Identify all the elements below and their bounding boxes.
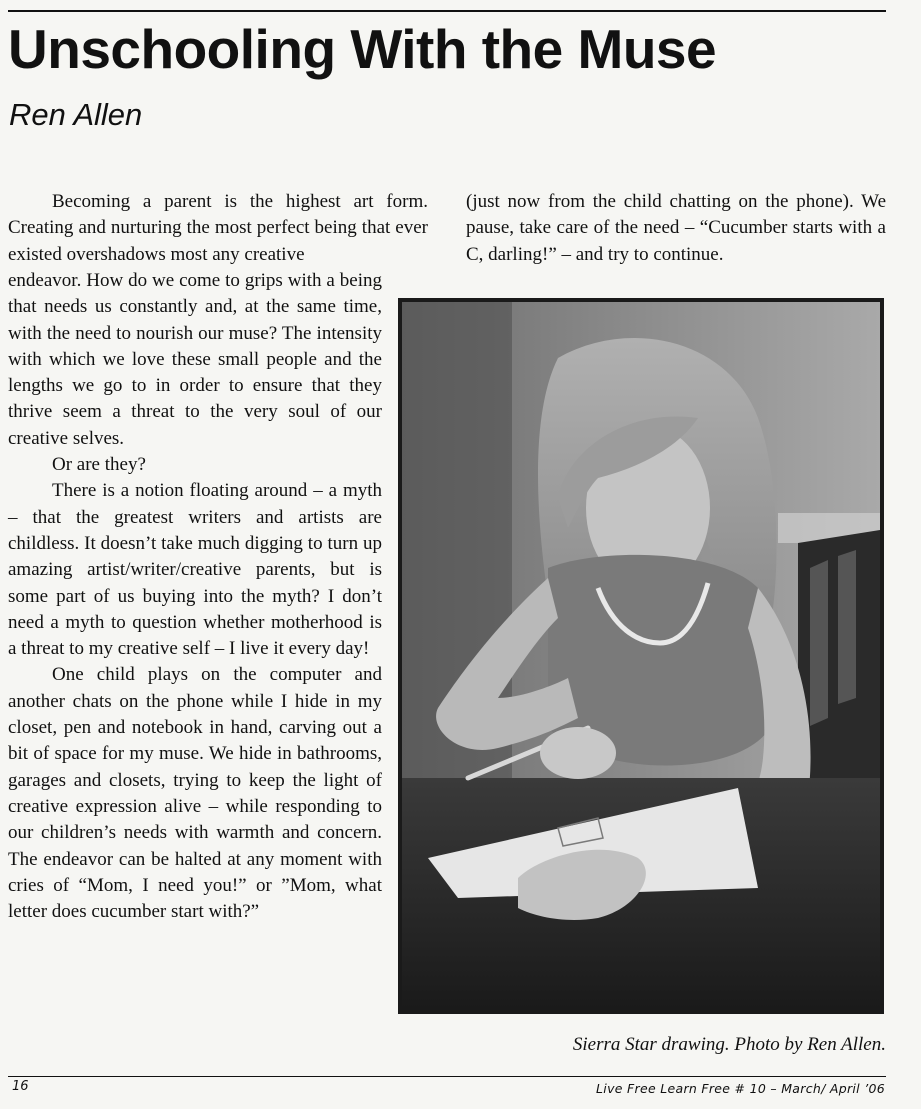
article-author: Ren Allen xyxy=(9,97,143,132)
photo-caption: Sierra Star drawing. Photo by Ren Allen. xyxy=(572,1034,886,1055)
left-column-bottom-text xyxy=(8,268,382,925)
article-title: Unschooling With the Muse xyxy=(8,18,717,80)
bottom-rule xyxy=(8,1076,886,1077)
paragraph: Becoming a parent is the highest art form. Creating and nurturing the most perfect being that ever existed overshadows most any creative xyxy=(8,191,428,265)
article-photo xyxy=(398,298,884,1014)
right-column-top-text xyxy=(466,189,886,268)
page-number: 16 xyxy=(12,1079,29,1094)
paragraph: There is a notion floating around – a myth – that the greatest writers and artists are childless. It doesn’t take much digging to turn up amazing artist/writer/creative parents, but is some part of us buying into the myth? I don’t need a myth to question whether motherhood is a threat to my creative self – I live it every day! xyxy=(8,480,382,660)
paragraph: endeavor. How do we come to grips with a being that needs us constantly and, at the same time, with the need to nourish our muse? The intensity with which we love these small people and the lengths we go to in order to ensure that they thrive seem a threat to the very soul of our creative selves. xyxy=(8,270,382,449)
paragraph: (just now from the child chatting on the phone). We pause, take care of the need – “Cucumber starts with a C, darling!” – and try to continue. xyxy=(466,191,886,265)
top-rule xyxy=(8,10,886,12)
left-column-top-text xyxy=(8,189,428,268)
paragraph: Or are they? xyxy=(52,454,146,476)
paragraph: One child plays on the computer and another chats on the phone while I hide in my closet, pen and notebook in hand, carving out a bit of space for my muse. We hide in bathrooms, garages and closets, trying to keep the light of creative expression alive – while responding to our children’s needs with warmth and concern. The endeavor can be halted at any moment with cries of “Mom, I need you!” or ”Mom, what letter does cucumber start with?” xyxy=(8,664,382,923)
photo-illustration xyxy=(398,298,884,1014)
publication-footer: Live Free Learn Free # 10 – March/ April ’06 xyxy=(596,1081,885,1096)
